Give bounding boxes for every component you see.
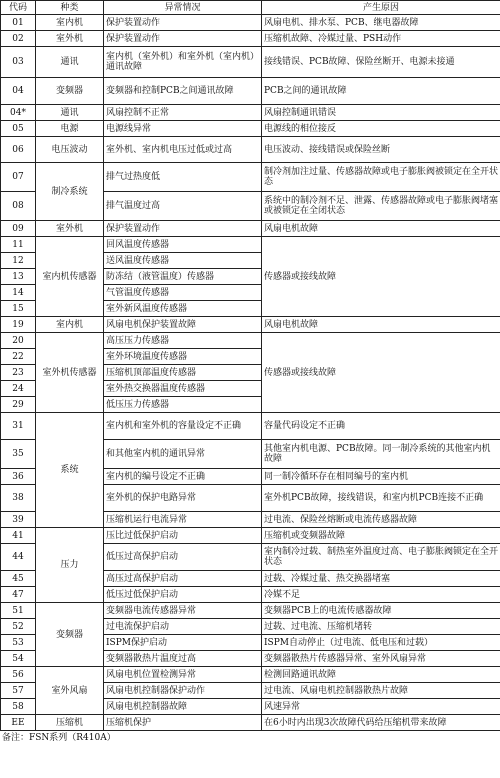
- code-cell: 44: [1, 544, 36, 571]
- code-cell: 15: [1, 301, 36, 317]
- code-cell: 12: [1, 253, 36, 269]
- cause-cell: 接线错误、PCB故障、保险丝断开、电源未接通: [262, 47, 500, 78]
- cause-cell: 压缩机故障、冷媒过量、PSH动作: [262, 31, 500, 47]
- fault-cell: 低压过高保护启动: [104, 544, 262, 571]
- fault-cell: 低压过低保护启动: [104, 587, 262, 603]
- fault-cell: 风扇电机位置检测异常: [104, 667, 262, 683]
- cause-cell: 变频器散热片传感器异常、室外风扇异常: [262, 651, 500, 667]
- code-cell: 01: [1, 15, 36, 31]
- cause-cell: 电源线的相位接反: [262, 121, 500, 137]
- fault-cell: 变频器电流传感器异常: [104, 603, 262, 619]
- code-cell: 14: [1, 285, 36, 301]
- code-cell: 54: [1, 651, 36, 667]
- header-code: 代码: [1, 1, 36, 15]
- code-cell: 51: [1, 603, 36, 619]
- category-cell: 系统: [36, 413, 104, 528]
- cause-cell: PCB之间的通讯故障: [262, 78, 500, 105]
- code-cell: 22: [1, 349, 36, 365]
- cause-cell: 风速异常: [262, 699, 500, 715]
- fault-cell: 室内机（室外机）和室外机（室内机）通讯故障: [104, 47, 262, 78]
- cause-cell: 制冷剂加注过量、传感器故障或电子膨胀阀被锁定在全开状态: [262, 163, 500, 192]
- cause-cell: 同一制冷循环存在相同编号的室内机: [262, 469, 500, 485]
- cause-cell: 系统中的制冷剂不足、泄露、传感器故障或电子膨胀阀堵塞或被锁定在全闭状态: [262, 192, 500, 221]
- fault-cell: 风扇电机控制器保护动作: [104, 683, 262, 699]
- table-row: [1, 333, 500, 349]
- category-cell: 室内机传感器: [36, 237, 104, 317]
- cause-cell: 在6小时内出现3次故障代码给压缩机带来故障: [262, 715, 500, 731]
- cause-cell: 过载、过电流、压缩机堵转: [262, 619, 500, 635]
- fault-cell: 压缩机顶部温度传感器: [104, 365, 262, 381]
- code-cell: 35: [1, 440, 36, 469]
- category-cell: 制冷系统: [36, 163, 104, 221]
- table-row: [1, 163, 500, 192]
- fault-cell: 室外新风温度传感器: [104, 301, 262, 317]
- table-row: [1, 47, 500, 78]
- category-cell: 室内机: [36, 317, 104, 333]
- code-cell: 24: [1, 381, 36, 397]
- table-row: [1, 715, 500, 731]
- fault-cell: 变频器和控制PCB之间通讯故障: [104, 78, 262, 105]
- fault-cell: 防冻结（液管温度）传感器: [104, 269, 262, 285]
- footnote: 备注：FSN系列（R410A）: [2, 733, 116, 743]
- cause-cell: 传感器或接线故障: [262, 237, 500, 317]
- code-cell: 06: [1, 137, 36, 163]
- fault-cell: 和其他室内机的通讯异常: [104, 440, 262, 469]
- fault-cell: ISPM保护启动: [104, 635, 262, 651]
- table-row: [1, 78, 500, 105]
- category-cell: 室外机传感器: [36, 333, 104, 413]
- fault-cell: 室内机的编号设定不正确: [104, 469, 262, 485]
- fault-cell: 回风温度传感器: [104, 237, 262, 253]
- header-fault: 异常情况: [104, 1, 262, 15]
- category-cell: 室外机: [36, 221, 104, 237]
- header-cause: 产生原因: [262, 1, 500, 15]
- table-row: [1, 667, 500, 683]
- cause-cell: 室外机PCB故障，接线错误，和室内机PCB连接不正确: [262, 485, 500, 512]
- fault-cell: 送风温度传感器: [104, 253, 262, 269]
- table-row: [1, 221, 500, 237]
- code-cell: 47: [1, 587, 36, 603]
- code-cell: 03: [1, 47, 36, 78]
- fault-cell: 压缩机运行电流异常: [104, 512, 262, 528]
- category-cell: 通讯: [36, 47, 104, 78]
- code-cell: 08: [1, 192, 36, 221]
- fault-cell: 压比过低保护启动: [104, 528, 262, 544]
- code-cell: 57: [1, 683, 36, 699]
- code-cell: 04: [1, 78, 36, 105]
- fault-cell: 压缩机保护: [104, 715, 262, 731]
- cause-cell: 风扇电机故障: [262, 317, 500, 333]
- cause-cell: 电压波动、接线错误或保险丝断: [262, 137, 500, 163]
- code-cell: 09: [1, 221, 36, 237]
- table-row: [1, 528, 500, 544]
- cause-cell: 检测回路通讯故障: [262, 667, 500, 683]
- table-row: [1, 121, 500, 137]
- code-cell: 04*: [1, 105, 36, 121]
- fault-cell: 室外机的保护电路异常: [104, 485, 262, 512]
- category-cell: 室外风扇: [36, 667, 104, 715]
- code-cell: 23: [1, 365, 36, 381]
- cause-cell: 传感器或接线故障: [262, 333, 500, 413]
- cause-cell: 风扇控制通讯错误: [262, 105, 500, 121]
- code-cell: 02: [1, 31, 36, 47]
- cause-cell: 容量代码设定不正确: [262, 413, 500, 440]
- fault-cell: 变频器散热片温度过高: [104, 651, 262, 667]
- cause-cell: 过载、冷媒过量、热交换器堵塞: [262, 571, 500, 587]
- table-row: [1, 15, 500, 31]
- code-cell: EE: [1, 715, 36, 731]
- table-row: [1, 105, 500, 121]
- cause-cell: 压缩机或变频器故障: [262, 528, 500, 544]
- category-cell: 电源: [36, 121, 104, 137]
- fault-cell: 风扇电机控制器故障: [104, 699, 262, 715]
- cause-cell: 其他室内机电源、PCB故障。同一制冷系统的其他室内机故障: [262, 440, 500, 469]
- code-cell: 36: [1, 469, 36, 485]
- header-category: 种类: [36, 1, 104, 15]
- code-cell: 39: [1, 512, 36, 528]
- cause-cell: 室内制冷过载、制热室外温度过高、电子膨胀阀锁定在全开状态: [262, 544, 500, 571]
- code-cell: 13: [1, 269, 36, 285]
- code-cell: 31: [1, 413, 36, 440]
- category-cell: 电压波动: [36, 137, 104, 163]
- code-cell: 41: [1, 528, 36, 544]
- fault-cell: 保护装置动作: [104, 15, 262, 31]
- fault-cell: 排气温度过高: [104, 192, 262, 221]
- code-cell: 38: [1, 485, 36, 512]
- table-row: [1, 413, 500, 440]
- code-cell: 20: [1, 333, 36, 349]
- fault-cell: 保护装置动作: [104, 221, 262, 237]
- table-row: [1, 31, 500, 47]
- fault-cell: 室内机和室外机的容量设定不正确: [104, 413, 262, 440]
- table-row: [1, 137, 500, 163]
- fault-cell: 气管温度传感器: [104, 285, 262, 301]
- category-cell: 室外机: [36, 31, 104, 47]
- code-cell: 52: [1, 619, 36, 635]
- fault-cell: 高压压力传感器: [104, 333, 262, 349]
- fault-cell: 室外环境温度传感器: [104, 349, 262, 365]
- fault-cell: 过电流保护启动: [104, 619, 262, 635]
- category-cell: 室内机: [36, 15, 104, 31]
- code-cell: 29: [1, 397, 36, 413]
- table-row: [1, 317, 500, 333]
- fault-cell: 高压过高保护启动: [104, 571, 262, 587]
- fault-cell: 低压压力传感器: [104, 397, 262, 413]
- cause-cell: 风扇电机故障: [262, 221, 500, 237]
- cause-cell: ISPM自动停止（过电流、低电压和过载）: [262, 635, 500, 651]
- code-cell: 19: [1, 317, 36, 333]
- fault-cell: 室外热交换器温度传感器: [104, 381, 262, 397]
- code-cell: 11: [1, 237, 36, 253]
- code-cell: 53: [1, 635, 36, 651]
- code-cell: 45: [1, 571, 36, 587]
- category-cell: 压力: [36, 528, 104, 603]
- category-cell: 变频器: [36, 603, 104, 667]
- fault-cell: 保护装置动作: [104, 31, 262, 47]
- header-row: [1, 1, 500, 15]
- category-cell: 通讯: [36, 105, 104, 121]
- cause-cell: 冷媒不足: [262, 587, 500, 603]
- table-row: [1, 603, 500, 619]
- fault-cell: 排气过热度低: [104, 163, 262, 192]
- cause-cell: 风扇电机、排水泵、PCB、继电器故障: [262, 15, 500, 31]
- fault-cell: 室外机、室内机电压过低或过高: [104, 137, 262, 163]
- table-row: [1, 237, 500, 253]
- code-cell: 07: [1, 163, 36, 192]
- cause-cell: 过电流、风扇电机控制器散热片故障: [262, 683, 500, 699]
- code-cell: 56: [1, 667, 36, 683]
- category-cell: 变频器: [36, 78, 104, 105]
- fault-cell: 电源线异常: [104, 121, 262, 137]
- code-cell: 58: [1, 699, 36, 715]
- code-cell: 05: [1, 121, 36, 137]
- fault-cell: 风扇电机保护装置故障: [104, 317, 262, 333]
- category-cell: 压缩机: [36, 715, 104, 731]
- cause-cell: 过电流、保险丝熔断或电流传感器故障: [262, 512, 500, 528]
- fault-cell: 风扇控制不正常: [104, 105, 262, 121]
- cause-cell: 变频器PCB上的电流传感器故障: [262, 603, 500, 619]
